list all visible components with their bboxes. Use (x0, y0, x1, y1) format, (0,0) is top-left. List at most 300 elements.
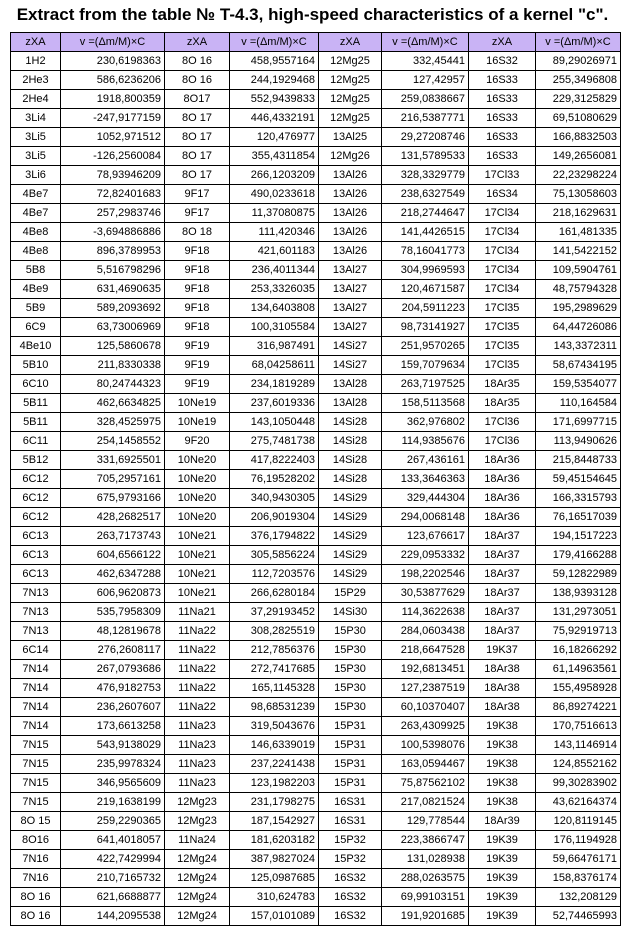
isotope-cell: 18Ar39 (469, 812, 536, 831)
velocity-cell: 305,5856224 (230, 546, 319, 565)
isotope-cell: 3Li4 (11, 109, 61, 128)
velocity-cell: 641,4018057 (61, 831, 165, 850)
isotope-cell: 15P31 (319, 755, 382, 774)
velocity-cell: 294,0068148 (382, 508, 469, 527)
table-row (11, 869, 621, 888)
isotope-cell: 19K38 (469, 793, 536, 812)
isotope-cell: 10Ne20 (165, 489, 230, 508)
isotope-cell: 11Na23 (165, 755, 230, 774)
velocity-cell: 229,0953332 (382, 546, 469, 565)
isotope-cell: 8O 16 (11, 888, 61, 907)
isotope-cell: 15P32 (319, 831, 382, 850)
isotope-cell: 15P31 (319, 736, 382, 755)
isotope-cell: 17Cl35 (469, 337, 536, 356)
table-row (11, 679, 621, 698)
isotope-cell: 9F18 (165, 280, 230, 299)
isotope-cell: 19K38 (469, 755, 536, 774)
velocity-cell: 143,1146914 (536, 736, 621, 755)
isotope-cell: 10Ne21 (165, 546, 230, 565)
isotope-cell: 14Si27 (319, 337, 382, 356)
velocity-cell: 123,1982203 (230, 774, 319, 793)
velocity-cell: 127,2387519 (382, 679, 469, 698)
isotope-cell: 6C9 (11, 318, 61, 337)
isotope-cell: 11Na23 (165, 717, 230, 736)
column-header-velocity: v =(Δm/M)×C (536, 33, 621, 52)
isotope-cell: 17Cl35 (469, 356, 536, 375)
column-header-isotope: zXA (469, 33, 536, 52)
isotope-cell: 17Cl35 (469, 299, 536, 318)
velocity-cell: 259,0838667 (382, 90, 469, 109)
isotope-cell: 6C14 (11, 641, 61, 660)
velocity-cell: 329,444304 (382, 489, 469, 508)
isotope-cell: 6C13 (11, 546, 61, 565)
isotope-cell: 19K39 (469, 869, 536, 888)
isotope-cell: 10Ne19 (165, 394, 230, 413)
isotope-cell: 8O 16 (165, 71, 230, 90)
isotope-cell: 8O 16 (165, 52, 230, 71)
isotope-cell: 7N16 (11, 850, 61, 869)
isotope-cell: 8O 17 (165, 147, 230, 166)
velocity-cell: 69,99103151 (382, 888, 469, 907)
isotope-cell: 11Na23 (165, 736, 230, 755)
table-row (11, 489, 621, 508)
velocity-cell: 458,9557164 (230, 52, 319, 71)
isotope-cell: 18Ar36 (469, 451, 536, 470)
velocity-cell: 234,1819289 (230, 375, 319, 394)
velocity-cell: 194,1517223 (536, 527, 621, 546)
table-row (11, 812, 621, 831)
table-row (11, 565, 621, 584)
velocity-cell: 417,8222403 (230, 451, 319, 470)
velocity-cell: 272,7417685 (230, 660, 319, 679)
velocity-cell: 52,74465993 (536, 907, 621, 926)
isotope-cell: 8O16 (11, 831, 61, 850)
velocity-cell: 72,82401683 (61, 185, 165, 204)
velocity-cell: 304,9969593 (382, 261, 469, 280)
velocity-cell: 131,5789533 (382, 147, 469, 166)
velocity-cell: 120,8119145 (536, 812, 621, 831)
velocity-cell: 58,67434195 (536, 356, 621, 375)
velocity-cell: 462,6634825 (61, 394, 165, 413)
isotope-cell: 17Cl36 (469, 413, 536, 432)
velocity-cell: 43,62164374 (536, 793, 621, 812)
velocity-cell: 421,601183 (230, 242, 319, 261)
isotope-cell: 9F20 (165, 432, 230, 451)
velocity-cell: 176,1194928 (536, 831, 621, 850)
isotope-cell: 15P30 (319, 679, 382, 698)
isotope-cell: 13Al26 (319, 185, 382, 204)
column-header-velocity: v =(Δm/M)×C (382, 33, 469, 52)
isotope-cell: 17Cl35 (469, 318, 536, 337)
isotope-cell: 5B11 (11, 413, 61, 432)
velocity-cell: 387,9827024 (230, 850, 319, 869)
isotope-cell: 7N16 (11, 869, 61, 888)
velocity-cell: 132,208129 (536, 888, 621, 907)
isotope-cell: 16S32 (469, 52, 536, 71)
velocity-cell: 263,4309925 (382, 717, 469, 736)
isotope-cell: 15P30 (319, 622, 382, 641)
table-row (11, 242, 621, 261)
isotope-cell: 4Be7 (11, 204, 61, 223)
velocity-cell: 138,9393128 (536, 584, 621, 603)
table-row (11, 90, 621, 109)
isotope-cell: 6C12 (11, 508, 61, 527)
velocity-cell: 319,5043676 (230, 717, 319, 736)
isotope-cell: 9F19 (165, 375, 230, 394)
velocity-cell: 1052,971512 (61, 128, 165, 147)
isotope-cell: 16S31 (319, 793, 382, 812)
velocity-cell: 159,7079634 (382, 356, 469, 375)
velocity-cell: 143,1050448 (230, 413, 319, 432)
isotope-cell: 12Mg25 (319, 90, 382, 109)
velocity-cell: 604,6566122 (61, 546, 165, 565)
isotope-cell: 8O 17 (165, 128, 230, 147)
isotope-cell: 15P30 (319, 641, 382, 660)
isotope-cell: 9F18 (165, 299, 230, 318)
isotope-cell: 12Mg24 (165, 888, 230, 907)
isotope-cell: 16S32 (319, 888, 382, 907)
isotope-cell: 18Ar36 (469, 489, 536, 508)
isotope-cell: 12Mg26 (319, 147, 382, 166)
velocity-cell: 621,6688877 (61, 888, 165, 907)
velocity-cell: 316,987491 (230, 337, 319, 356)
isotope-cell: 13Al28 (319, 375, 382, 394)
table-row (11, 109, 621, 128)
isotope-cell: 12Mg23 (165, 812, 230, 831)
velocity-cell: 59,12822989 (536, 565, 621, 584)
isotope-cell: 14Si28 (319, 470, 382, 489)
isotope-cell: 16S32 (319, 869, 382, 888)
velocity-cell: 170,7516613 (536, 717, 621, 736)
velocity-cell: 187,1542927 (230, 812, 319, 831)
isotope-cell: 19K38 (469, 774, 536, 793)
isotope-cell: 3Li5 (11, 147, 61, 166)
isotope-cell: 12Mg25 (319, 109, 382, 128)
table-row (11, 223, 621, 242)
table-row (11, 337, 621, 356)
column-header-isotope: zXA (165, 33, 230, 52)
isotope-cell: 18Ar37 (469, 546, 536, 565)
velocity-cell: 143,3372311 (536, 337, 621, 356)
isotope-cell: 6C12 (11, 489, 61, 508)
isotope-cell: 19K38 (469, 717, 536, 736)
isotope-cell: 7N15 (11, 793, 61, 812)
velocity-cell: 251,9570265 (382, 337, 469, 356)
velocity-cell: 217,0821524 (382, 793, 469, 812)
isotope-cell: 1H2 (11, 52, 61, 71)
isotope-cell: 12Mg25 (319, 52, 382, 71)
isotope-cell: 13Al27 (319, 261, 382, 280)
isotope-cell: 8O 15 (11, 812, 61, 831)
isotope-cell: 14Si29 (319, 489, 382, 508)
velocity-cell: 266,6280184 (230, 584, 319, 603)
velocity-cell: 75,92919713 (536, 622, 621, 641)
isotope-cell: 18Ar37 (469, 603, 536, 622)
velocity-cell: 244,1929468 (230, 71, 319, 90)
isotope-cell: 11Na22 (165, 660, 230, 679)
velocity-cell: 144,2095538 (61, 907, 165, 926)
isotope-cell: 10Ne21 (165, 527, 230, 546)
velocity-cell: 69,51080629 (536, 109, 621, 128)
velocity-cell: 157,0101089 (230, 907, 319, 926)
isotope-cell: 14Si29 (319, 508, 382, 527)
velocity-cell: 310,624783 (230, 888, 319, 907)
velocity-cell: 206,9019304 (230, 508, 319, 527)
isotope-cell: 8O17 (165, 90, 230, 109)
table-row (11, 128, 621, 147)
isotope-cell: 8O 18 (165, 223, 230, 242)
isotope-cell: 4Be7 (11, 185, 61, 204)
table-row (11, 432, 621, 451)
velocity-cell: 89,29026971 (536, 52, 621, 71)
velocity-cell: 166,3315793 (536, 489, 621, 508)
isotope-cell: 11Na21 (165, 603, 230, 622)
column-header-isotope: zXA (319, 33, 382, 52)
velocity-cell: 86,89274221 (536, 698, 621, 717)
velocity-cell: 113,9490626 (536, 432, 621, 451)
isotope-cell: 9F18 (165, 261, 230, 280)
velocity-cell: 100,5398076 (382, 736, 469, 755)
velocity-cell: 263,7197525 (382, 375, 469, 394)
velocity-cell: 78,16041773 (382, 242, 469, 261)
velocity-cell: 98,73141927 (382, 318, 469, 337)
isotope-cell: 9F17 (165, 185, 230, 204)
table-row (11, 280, 621, 299)
velocity-cell: 229,3125829 (536, 90, 621, 109)
isotope-cell: 16S34 (469, 185, 536, 204)
isotope-cell: 7N14 (11, 660, 61, 679)
isotope-cell: 13Al26 (319, 223, 382, 242)
velocity-cell: 112,7203576 (230, 565, 319, 584)
velocity-cell: 236,4011344 (230, 261, 319, 280)
isotope-cell: 15P31 (319, 717, 382, 736)
velocity-cell: 254,1458552 (61, 432, 165, 451)
velocity-cell: 237,2241438 (230, 755, 319, 774)
column-header-isotope: zXA (11, 33, 61, 52)
velocity-cell: 231,1798275 (230, 793, 319, 812)
velocity-cell: 266,1203209 (230, 166, 319, 185)
isotope-cell: 13Al27 (319, 299, 382, 318)
velocity-cell: 223,3866747 (382, 831, 469, 850)
velocity-cell: 198,2202546 (382, 565, 469, 584)
velocity-cell: 332,45441 (382, 52, 469, 71)
velocity-cell: 263,7173743 (61, 527, 165, 546)
velocity-cell: 462,6347288 (61, 565, 165, 584)
table-row (11, 774, 621, 793)
table-row (11, 470, 621, 489)
velocity-cell: 37,29193452 (230, 603, 319, 622)
isotope-cell: 8O 16 (11, 907, 61, 926)
velocity-cell: 606,9620873 (61, 584, 165, 603)
velocity-cell: 253,3326035 (230, 280, 319, 299)
velocity-cell: 355,4311854 (230, 147, 319, 166)
velocity-cell: 238,6327549 (382, 185, 469, 204)
velocity-cell: 446,4332191 (230, 109, 319, 128)
velocity-cell: 158,8376174 (536, 869, 621, 888)
velocity-cell: 11,37080875 (230, 204, 319, 223)
velocity-cell: 76,16517039 (536, 508, 621, 527)
isotope-cell: 19K39 (469, 850, 536, 869)
velocity-cell: 191,9201685 (382, 907, 469, 926)
velocity-cell: 705,2957161 (61, 470, 165, 489)
isotope-cell: 18Ar37 (469, 565, 536, 584)
table-body (11, 52, 621, 926)
velocity-cell: -126,2560084 (61, 147, 165, 166)
velocity-cell: 114,9385676 (382, 432, 469, 451)
isotope-cell: 6C10 (11, 375, 61, 394)
velocity-cell: 275,7481738 (230, 432, 319, 451)
velocity-cell: 195,2989629 (536, 299, 621, 318)
isotope-cell: 11Na24 (165, 831, 230, 850)
isotope-cell: 11Na23 (165, 774, 230, 793)
isotope-cell: 15P30 (319, 660, 382, 679)
isotope-cell: 15P29 (319, 584, 382, 603)
velocity-cell: 166,8832503 (536, 128, 621, 147)
isotope-cell: 16S33 (469, 90, 536, 109)
velocity-cell: 159,5354077 (536, 375, 621, 394)
isotope-cell: 18Ar35 (469, 394, 536, 413)
isotope-cell: 16S33 (469, 147, 536, 166)
velocity-cell: 141,4426515 (382, 223, 469, 242)
isotope-cell: 12Mg24 (165, 869, 230, 888)
velocity-cell: 134,6403808 (230, 299, 319, 318)
velocity-cell: 236,2607607 (61, 698, 165, 717)
isotope-cell: 7N13 (11, 584, 61, 603)
isotope-cell: 7N14 (11, 717, 61, 736)
isotope-cell: 16S31 (319, 812, 382, 831)
isotope-cell: 19K37 (469, 641, 536, 660)
isotope-cell: 4Be8 (11, 242, 61, 261)
isotope-cell: 8O 17 (165, 166, 230, 185)
velocity-cell: 163,0594467 (382, 755, 469, 774)
isotope-cell: 8O 17 (165, 109, 230, 128)
velocity-cell: 131,2973051 (536, 603, 621, 622)
table-row (11, 356, 621, 375)
velocity-cell: 61,14963561 (536, 660, 621, 679)
isotope-cell: 14Si29 (319, 565, 382, 584)
isotope-cell: 12Mg24 (165, 850, 230, 869)
velocity-cell: 127,42957 (382, 71, 469, 90)
velocity-cell: -247,9177159 (61, 109, 165, 128)
velocity-cell: -3,694886886 (61, 223, 165, 242)
velocity-cell: 331,6925501 (61, 451, 165, 470)
isotope-cell: 6C12 (11, 470, 61, 489)
velocity-cell: 230,6198363 (61, 52, 165, 71)
header-row (11, 33, 621, 52)
table-row (11, 907, 621, 926)
isotope-cell: 6C13 (11, 527, 61, 546)
page-title: Extract from the table № T-4.3, high-speed characteristics of a kernel "c". (16, 5, 609, 24)
isotope-cell: 13Al27 (319, 280, 382, 299)
velocity-cell: 288,0263575 (382, 869, 469, 888)
velocity-cell: 48,12819678 (61, 622, 165, 641)
isotope-cell: 18Ar36 (469, 470, 536, 489)
velocity-cell: 124,8552162 (536, 755, 621, 774)
table-row (11, 394, 621, 413)
isotope-cell: 7N14 (11, 679, 61, 698)
velocity-cell: 133,3646363 (382, 470, 469, 489)
isotope-cell: 2He4 (11, 90, 61, 109)
isotope-cell: 14Si29 (319, 527, 382, 546)
isotope-cell: 5B11 (11, 394, 61, 413)
isotope-cell: 9F19 (165, 337, 230, 356)
isotope-cell: 14Si28 (319, 451, 382, 470)
velocity-cell: 428,2682517 (61, 508, 165, 527)
table-row (11, 584, 621, 603)
isotope-cell: 16S32 (319, 907, 382, 926)
isotope-cell: 10Ne19 (165, 413, 230, 432)
isotope-cell: 7N15 (11, 755, 61, 774)
velocity-cell: 114,3622638 (382, 603, 469, 622)
velocity-cell: 149,2656081 (536, 147, 621, 166)
table-row (11, 660, 621, 679)
velocity-cell: 29,27208746 (382, 128, 469, 147)
isotope-cell: 9F18 (165, 318, 230, 337)
table-row (11, 147, 621, 166)
velocity-cell: 210,7165732 (61, 869, 165, 888)
velocity-cell: 218,2744647 (382, 204, 469, 223)
isotope-cell: 11Na22 (165, 641, 230, 660)
isotope-cell: 15P31 (319, 774, 382, 793)
velocity-cell: 192,6813451 (382, 660, 469, 679)
velocity-cell: 63,73006969 (61, 318, 165, 337)
velocity-cell: 165,1145328 (230, 679, 319, 698)
table-row (11, 831, 621, 850)
velocity-cell: 60,10370407 (382, 698, 469, 717)
velocity-cell: 5,516798296 (61, 261, 165, 280)
velocity-cell: 59,66476171 (536, 850, 621, 869)
isotope-cell: 5B8 (11, 261, 61, 280)
table-row (11, 622, 621, 641)
velocity-cell: 216,5387771 (382, 109, 469, 128)
velocity-cell: 675,9793166 (61, 489, 165, 508)
velocity-cell: 179,4166288 (536, 546, 621, 565)
velocity-cell: 267,436161 (382, 451, 469, 470)
velocity-cell: 76,19528202 (230, 470, 319, 489)
velocity-cell: 59,45154645 (536, 470, 621, 489)
velocity-cell: 215,8448733 (536, 451, 621, 470)
isotope-cell: 4Be10 (11, 337, 61, 356)
isotope-cell: 17Cl34 (469, 280, 536, 299)
table-row (11, 318, 621, 337)
isotope-cell: 7N15 (11, 736, 61, 755)
isotope-cell: 14Si28 (319, 413, 382, 432)
velocity-cell: 100,3105584 (230, 318, 319, 337)
velocity-cell: 631,4690635 (61, 280, 165, 299)
velocity-cell: 141,5422152 (536, 242, 621, 261)
isotope-cell: 3Li6 (11, 166, 61, 185)
isotope-cell: 4Be8 (11, 223, 61, 242)
table-row (11, 698, 621, 717)
velocity-cell: 109,5904761 (536, 261, 621, 280)
isotope-cell: 9F18 (165, 242, 230, 261)
velocity-cell: 255,3496808 (536, 71, 621, 90)
velocity-cell: 75,87562102 (382, 774, 469, 793)
velocity-cell: 161,481335 (536, 223, 621, 242)
velocity-cell: 543,9138029 (61, 736, 165, 755)
isotope-cell: 14Si27 (319, 356, 382, 375)
isotope-cell: 12Mg25 (319, 71, 382, 90)
isotope-cell: 11Na22 (165, 622, 230, 641)
velocity-cell: 75,13058603 (536, 185, 621, 204)
isotope-cell: 13Al25 (319, 128, 382, 147)
velocity-cell: 218,6647528 (382, 641, 469, 660)
isotope-cell: 10Ne20 (165, 470, 230, 489)
isotope-cell: 18Ar37 (469, 527, 536, 546)
table-row (11, 755, 621, 774)
isotope-cell: 7N15 (11, 774, 61, 793)
velocity-cell: 586,6236206 (61, 71, 165, 90)
